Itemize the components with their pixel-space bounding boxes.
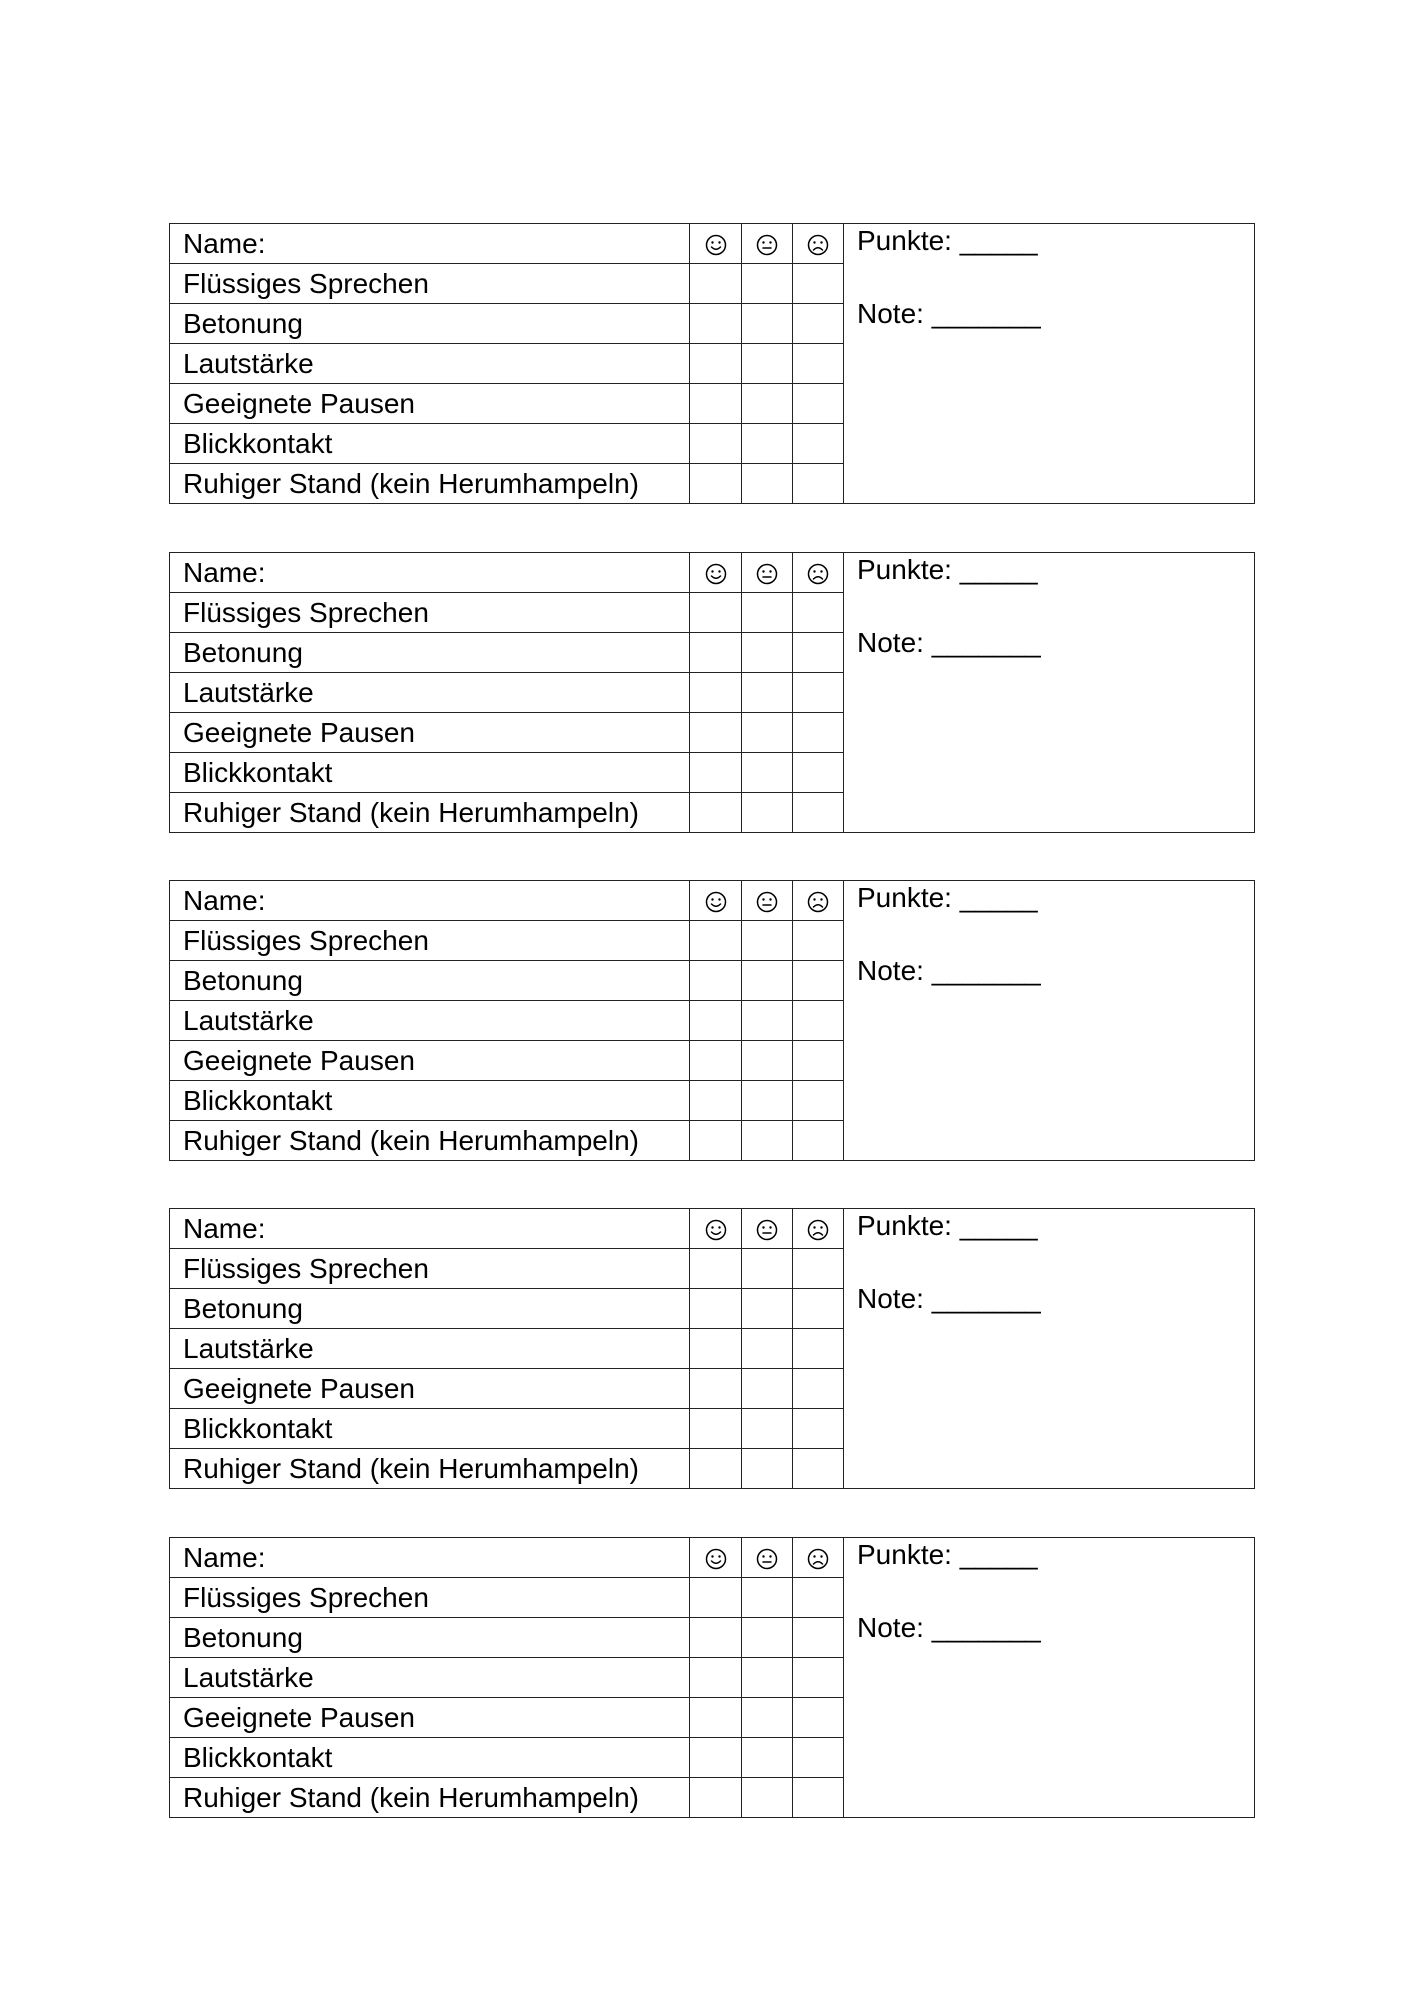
criterion-label: Lautstärke [170,1658,690,1698]
rating-column-header [690,553,742,593]
grade-field[interactable]: Note: _______ [857,1283,1041,1314]
score-panel [844,224,1255,504]
rating-box-happy[interactable] [690,1041,742,1081]
rating-column-header [793,1209,844,1249]
rating-column-header [793,224,844,264]
rating-box-happy[interactable] [690,1249,742,1289]
rating-box-neutral[interactable] [742,593,793,633]
name-field[interactable]: Name: [170,1209,690,1249]
rating-column-header [742,224,793,264]
rating-box-neutral[interactable] [742,1578,793,1618]
rating-box-happy[interactable] [690,1618,742,1658]
rating-box-neutral[interactable] [742,961,793,1001]
rating-box-happy[interactable] [690,793,742,833]
rating-box-sad[interactable] [793,1289,844,1329]
smiley-happy-icon [705,891,727,913]
rating-box-happy[interactable] [690,1698,742,1738]
rating-column-header [742,1538,793,1578]
rating-column-header [690,224,742,264]
rating-box-happy[interactable] [690,344,742,384]
points-field[interactable]: Punkte: _____ [857,554,1038,585]
smiley-neutral-icon [756,234,778,256]
criterion-label: Geeignete Pausen [170,384,690,424]
rating-box-neutral[interactable] [742,264,793,304]
rating-box-neutral[interactable] [742,1409,793,1449]
rating-box-neutral[interactable] [742,1618,793,1658]
rating-box-happy[interactable] [690,1081,742,1121]
rating-box-sad[interactable] [793,921,844,961]
evaluation-block [169,552,1255,833]
rating-box-happy[interactable] [690,1001,742,1041]
rating-box-happy[interactable] [690,753,742,793]
smiley-happy-icon [705,1548,727,1570]
criterion-label: Blickkontakt [170,424,690,464]
smiley-sad-icon [807,891,829,913]
grade-field[interactable]: Note: _______ [857,627,1041,658]
rating-box-sad[interactable] [793,1329,844,1369]
rating-box-neutral[interactable] [742,713,793,753]
rating-box-neutral[interactable] [742,1001,793,1041]
score-panel [844,1209,1255,1489]
smiley-sad-icon [807,1219,829,1241]
header-row [170,881,1255,921]
rating-box-neutral[interactable] [742,464,793,504]
grade-field[interactable]: Note: _______ [857,1612,1041,1643]
rating-box-happy[interactable] [690,961,742,1001]
rating-box-neutral[interactable] [742,753,793,793]
rating-box-sad[interactable] [793,304,844,344]
rating-box-happy[interactable] [690,713,742,753]
evaluation-block [169,880,1255,1161]
rating-box-neutral[interactable] [742,1369,793,1409]
rating-box-happy[interactable] [690,1329,742,1369]
rating-box-sad[interactable] [793,1658,844,1698]
header-row [170,553,1255,593]
rating-box-happy[interactable] [690,921,742,961]
rating-column-header [690,1209,742,1249]
rating-box-neutral[interactable] [742,1289,793,1329]
rating-column-header [690,881,742,921]
rating-box-happy[interactable] [690,1738,742,1778]
score-panel [844,881,1255,1161]
points-field[interactable]: Punkte: _____ [857,1539,1038,1570]
rating-box-sad[interactable] [793,961,844,1001]
name-field[interactable]: Name: [170,224,690,264]
rating-box-happy[interactable] [690,304,742,344]
rating-box-sad[interactable] [793,1618,844,1658]
criterion-label: Geeignete Pausen [170,713,690,753]
rating-box-neutral[interactable] [742,1081,793,1121]
rating-column-header [742,1209,793,1249]
rating-box-happy[interactable] [690,464,742,504]
rating-box-happy[interactable] [690,1778,742,1818]
evaluation-block [169,223,1255,504]
rating-box-neutral[interactable] [742,1121,793,1161]
rating-box-sad[interactable] [793,1409,844,1449]
criterion-label: Flüssiges Sprechen [170,593,690,633]
criterion-label: Blickkontakt [170,1409,690,1449]
rating-box-neutral[interactable] [742,793,793,833]
header-row [170,1209,1255,1249]
criterion-label: Ruhiger Stand (kein Herumhampeln) [170,1449,690,1489]
criterion-label: Blickkontakt [170,1738,690,1778]
rating-box-happy[interactable] [690,384,742,424]
criterion-label: Blickkontakt [170,1081,690,1121]
rating-box-neutral[interactable] [742,1778,793,1818]
smiley-neutral-icon [756,1219,778,1241]
rating-box-sad[interactable] [793,633,844,673]
rating-box-neutral[interactable] [742,344,793,384]
smiley-happy-icon [705,563,727,585]
criterion-label: Ruhiger Stand (kein Herumhampeln) [170,1778,690,1818]
rating-box-sad[interactable] [793,713,844,753]
rating-box-neutral[interactable] [742,673,793,713]
rating-box-neutral[interactable] [742,1249,793,1289]
criterion-label: Lautstärke [170,673,690,713]
rating-box-neutral[interactable] [742,921,793,961]
criterion-label: Lautstärke [170,1001,690,1041]
rating-box-sad[interactable] [793,1698,844,1738]
criterion-label: Betonung [170,304,690,344]
rating-box-sad[interactable] [793,1001,844,1041]
rating-box-sad[interactable] [793,464,844,504]
rating-box-happy[interactable] [690,1369,742,1409]
rating-box-neutral[interactable] [742,1041,793,1081]
rating-column-header [793,553,844,593]
rating-box-sad[interactable] [793,1738,844,1778]
rating-box-sad[interactable] [793,384,844,424]
name-field[interactable]: Name: [170,881,690,921]
rating-box-sad[interactable] [793,1041,844,1081]
rating-box-sad[interactable] [793,264,844,304]
rating-box-happy[interactable] [690,1289,742,1329]
criterion-label: Flüssiges Sprechen [170,1249,690,1289]
rating-box-happy[interactable] [690,673,742,713]
criterion-label: Betonung [170,633,690,673]
rating-box-sad[interactable] [793,1081,844,1121]
points-field[interactable]: Punkte: _____ [857,225,1038,256]
rating-box-happy[interactable] [690,1449,742,1489]
criterion-label: Lautstärke [170,1329,690,1369]
header-row [170,1538,1255,1578]
rating-box-sad[interactable] [793,1121,844,1161]
rating-column-header [742,881,793,921]
rating-box-sad[interactable] [793,424,844,464]
rating-box-happy[interactable] [690,1409,742,1449]
rating-box-sad[interactable] [793,344,844,384]
points-field[interactable]: Punkte: _____ [857,1210,1038,1241]
score-panel [844,1538,1255,1818]
criterion-label: Flüssiges Sprechen [170,1578,690,1618]
rating-box-sad[interactable] [793,793,844,833]
evaluation-block [169,1537,1255,1818]
grade-field[interactable]: Note: _______ [857,955,1041,986]
rating-box-sad[interactable] [793,673,844,713]
smiley-neutral-icon [756,1548,778,1570]
rating-box-neutral[interactable] [742,1738,793,1778]
criterion-label: Betonung [170,961,690,1001]
rating-box-neutral[interactable] [742,1698,793,1738]
criterion-label: Betonung [170,1289,690,1329]
rating-box-sad[interactable] [793,753,844,793]
rating-box-happy[interactable] [690,593,742,633]
rating-box-neutral[interactable] [742,633,793,673]
rating-column-header [793,1538,844,1578]
rating-box-neutral[interactable] [742,1658,793,1698]
smiley-happy-icon [705,234,727,256]
rating-box-happy[interactable] [690,633,742,673]
header-row [170,224,1255,264]
criterion-label: Geeignete Pausen [170,1369,690,1409]
smiley-sad-icon [807,234,829,256]
rating-box-neutral[interactable] [742,304,793,344]
points-field[interactable]: Punkte: _____ [857,882,1038,913]
rating-box-happy[interactable] [690,264,742,304]
criterion-label: Betonung [170,1618,690,1658]
rating-box-neutral[interactable] [742,424,793,464]
rating-box-happy[interactable] [690,1121,742,1161]
criterion-label: Geeignete Pausen [170,1698,690,1738]
rating-box-happy[interactable] [690,1658,742,1698]
name-field[interactable]: Name: [170,1538,690,1578]
grade-field[interactable]: Note: _______ [857,298,1041,329]
smiley-neutral-icon [756,891,778,913]
rating-column-header [793,881,844,921]
rating-column-header [742,553,793,593]
rating-box-sad[interactable] [793,1449,844,1489]
rating-box-sad[interactable] [793,1249,844,1289]
smiley-sad-icon [807,563,829,585]
rating-box-sad[interactable] [793,1369,844,1409]
score-panel [844,553,1255,833]
rating-box-neutral[interactable] [742,1449,793,1489]
rating-box-neutral[interactable] [742,384,793,424]
rating-box-happy[interactable] [690,424,742,464]
criterion-label: Lautstärke [170,344,690,384]
criterion-label: Flüssiges Sprechen [170,264,690,304]
criterion-label: Flüssiges Sprechen [170,921,690,961]
rating-column-header [690,1538,742,1578]
rating-box-sad[interactable] [793,593,844,633]
name-field[interactable]: Name: [170,553,690,593]
criterion-label: Ruhiger Stand (kein Herumhampeln) [170,464,690,504]
rating-box-neutral[interactable] [742,1329,793,1369]
evaluation-block [169,1208,1255,1489]
smiley-happy-icon [705,1219,727,1241]
criterion-label: Blickkontakt [170,753,690,793]
criterion-label: Geeignete Pausen [170,1041,690,1081]
criterion-label: Ruhiger Stand (kein Herumhampeln) [170,1121,690,1161]
criterion-label: Ruhiger Stand (kein Herumhampeln) [170,793,690,833]
rating-box-happy[interactable] [690,1578,742,1618]
smiley-sad-icon [807,1548,829,1570]
rating-box-sad[interactable] [793,1578,844,1618]
smiley-neutral-icon [756,563,778,585]
rating-box-sad[interactable] [793,1778,844,1818]
